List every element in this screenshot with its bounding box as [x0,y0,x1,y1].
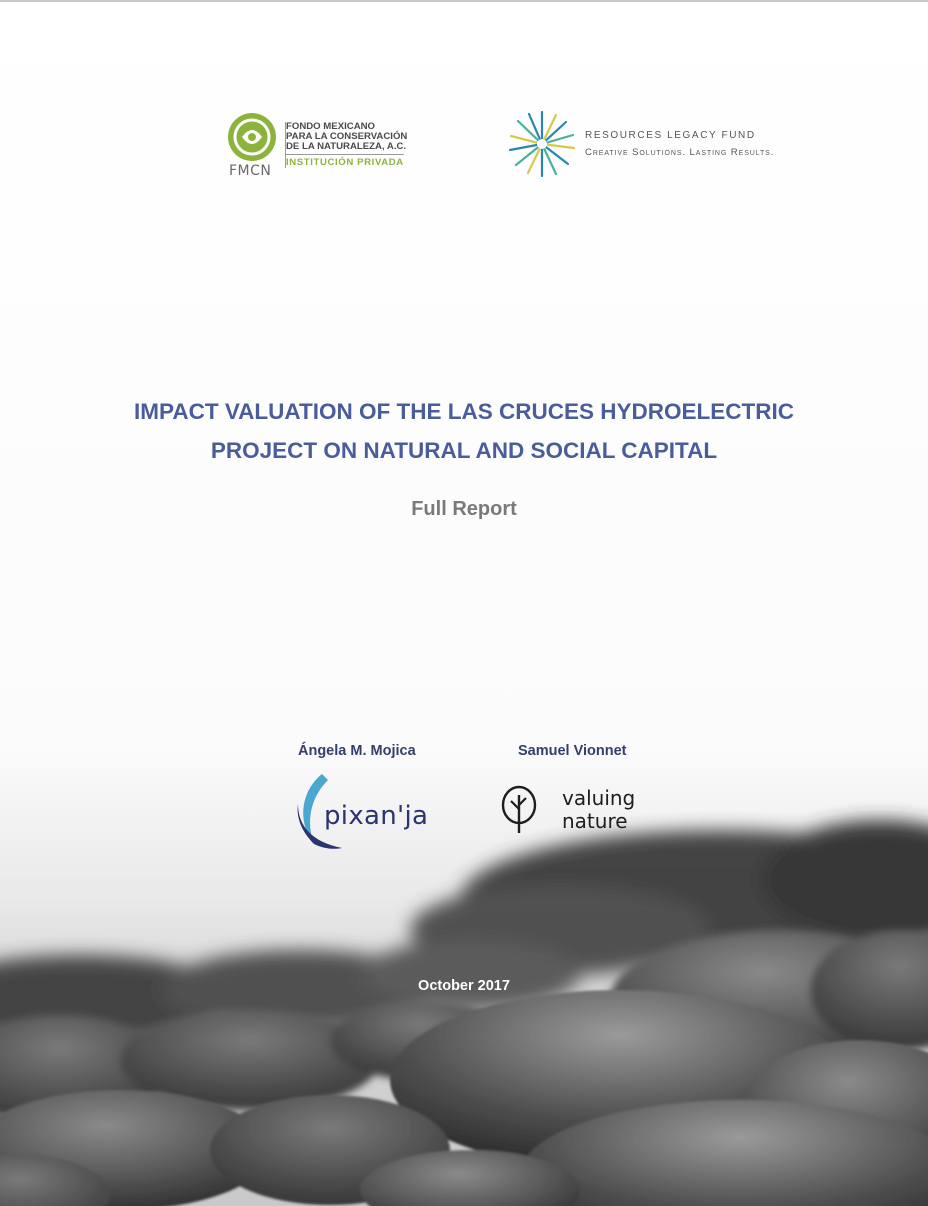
pixanja-logo [292,770,432,850]
author-name-1: Ángela M. Mojica [298,743,416,759]
rlf-name: RESOURCES LEGACY FUND [585,130,756,141]
pixanja-logo-text: pixan'ja [324,801,429,831]
valuing-nature-logo [500,785,660,840]
sunburst-logo-icon [508,110,576,178]
fmcn-subtitle: INSTITUCIÓN PRIVADA [286,157,404,168]
report-date: October 2017 [418,978,510,994]
valuing-nature-line-1: valuing [562,786,636,810]
rlf-tagline: Creative Solutions. Lasting Results. [585,147,775,158]
resources-legacy-fund-logo [508,110,798,180]
fmcn-abbreviation: FMCN [229,163,272,179]
fmcn-name-line-2: PARA LA CONSERVACIÓN [286,131,408,142]
author-name-2: Samuel Vionnet [518,743,627,759]
report-title [64,392,864,470]
tree-logo-icon [500,785,540,837]
valuing-nature-line-2: nature [562,809,628,833]
report-subtitle: Full Report [411,498,517,520]
report-title-line-1: IMPACT VALUATION OF THE LAS CRUCES HYDROELECTRIC [134,399,794,424]
fmcn-logo [226,110,406,180]
fmcn-name-line-3: DE LA NATURALEZA, A.C. [286,141,407,152]
fmcn-divider [286,154,404,155]
fmcn-name-line-1: FONDO MEXICANO [286,121,376,132]
report-title-line-2: PROJECT ON NATURAL AND SOCIAL CAPITAL [210,438,718,463]
top-border [0,0,928,2]
